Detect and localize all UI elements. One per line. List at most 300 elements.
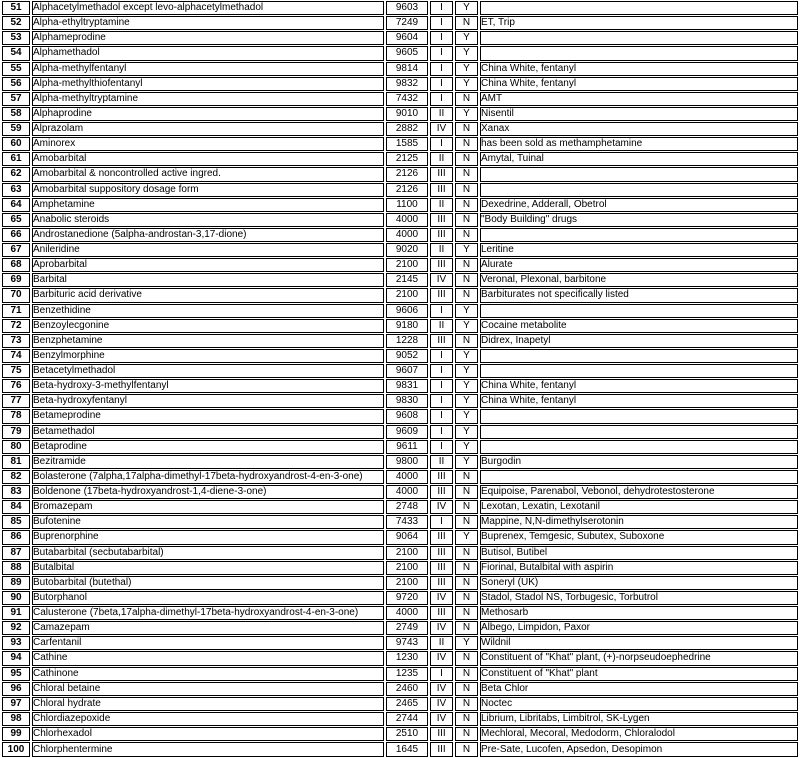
table-row [2, 137, 798, 151]
table-row [2, 122, 798, 136]
row-number-cell: 80 [2, 440, 30, 454]
dea-number-cell: 2465 [386, 697, 428, 711]
dea-number-cell: 9720 [386, 591, 428, 605]
narcotic-cell: Y [455, 379, 478, 393]
narcotic-cell: N [455, 137, 478, 151]
other-names-cell: Albego, Limpidon, Paxor [480, 621, 798, 635]
dea-number-cell: 1645 [386, 742, 428, 757]
schedule-cell: I [430, 31, 453, 45]
table-row [2, 636, 798, 650]
other-names-cell: Soneryl (UK) [480, 576, 798, 590]
dea-number-cell: 2100 [386, 546, 428, 560]
table-row [2, 530, 798, 544]
other-names-cell [480, 470, 798, 484]
row-number-cell: 68 [2, 258, 30, 272]
narcotic-cell: Y [455, 455, 478, 469]
substance-name-cell: Chlorhexadol [32, 727, 384, 741]
other-names-cell: Butisol, Butibel [480, 546, 798, 560]
dea-number-cell: 9800 [386, 455, 428, 469]
dea-number-cell: 2100 [386, 258, 428, 272]
schedule-cell: IV [430, 591, 453, 605]
schedule-cell: IV [430, 122, 453, 136]
row-number-cell: 66 [2, 228, 30, 242]
narcotic-cell: N [455, 273, 478, 287]
dea-number-cell: 2145 [386, 273, 428, 287]
narcotic-cell: Y [455, 319, 478, 333]
other-names-cell: Lexotan, Lexatin, Lexotanil [480, 500, 798, 514]
substance-name-cell: Chlorphentermine [32, 742, 384, 757]
substance-name-cell: Beta-hydroxy-3-methylfentanyl [32, 379, 384, 393]
schedule-cell: III [430, 213, 453, 227]
row-number-cell: 77 [2, 394, 30, 408]
other-names-cell: Dexedrine, Adderall, Obetrol [480, 198, 798, 212]
substance-name-cell: Amobarbital suppository dosage form [32, 183, 384, 197]
narcotic-cell: Y [455, 1, 478, 15]
schedule-cell: I [430, 16, 453, 30]
narcotic-cell: N [455, 651, 478, 665]
other-names-cell: Wildnil [480, 636, 798, 650]
other-names-cell [480, 1, 798, 15]
table-row [2, 107, 798, 121]
other-names-cell [480, 409, 798, 423]
other-names-cell: Barbiturates not specifically listed [480, 288, 798, 302]
other-names-cell: Burgodin [480, 455, 798, 469]
narcotic-cell: N [455, 621, 478, 635]
schedule-cell: IV [430, 621, 453, 635]
narcotic-cell: Y [455, 530, 478, 544]
schedule-cell: III [430, 334, 453, 348]
substance-name-cell: Benzethidine [32, 304, 384, 318]
other-names-cell: China White, fentanyl [480, 379, 798, 393]
dea-number-cell: 9052 [386, 349, 428, 363]
narcotic-cell: N [455, 167, 478, 181]
other-names-cell: China White, fentanyl [480, 394, 798, 408]
table-row [2, 183, 798, 197]
other-names-cell: Mappine, N,N-dimethylserotonin [480, 515, 798, 529]
other-names-cell: has been sold as methamphetamine [480, 137, 798, 151]
narcotic-cell: N [455, 122, 478, 136]
narcotic-cell: N [455, 727, 478, 741]
narcotic-cell: N [455, 500, 478, 514]
row-number-cell: 97 [2, 697, 30, 711]
schedule-cell: III [430, 546, 453, 560]
table-row [2, 364, 798, 378]
narcotic-cell: Y [455, 107, 478, 121]
dea-number-cell: 4000 [386, 213, 428, 227]
narcotic-cell: N [455, 576, 478, 590]
dea-number-cell: 2882 [386, 122, 428, 136]
row-number-cell: 78 [2, 409, 30, 423]
table-row [2, 319, 798, 333]
table-row [2, 228, 798, 242]
table-row [2, 455, 798, 469]
table-row [2, 394, 798, 408]
schedule-cell: I [430, 515, 453, 529]
narcotic-cell: N [455, 92, 478, 106]
substance-table-body [2, 1, 798, 757]
dea-number-cell: 7432 [386, 92, 428, 106]
schedule-cell: I [430, 425, 453, 439]
dea-number-cell: 2100 [386, 288, 428, 302]
schedule-cell: IV [430, 273, 453, 287]
dea-number-cell: 9010 [386, 107, 428, 121]
dea-number-cell: 2100 [386, 576, 428, 590]
row-number-cell: 53 [2, 31, 30, 45]
narcotic-cell: N [455, 697, 478, 711]
dea-number-cell: 2748 [386, 500, 428, 514]
table-row [2, 213, 798, 227]
table-row [2, 198, 798, 212]
row-number-cell: 58 [2, 107, 30, 121]
substance-name-cell: Cathinone [32, 667, 384, 681]
other-names-cell: Constituent of "Khat" plant, (+)-norpseudoephedrine [480, 651, 798, 665]
other-names-cell: Veronal, Plexonal, barbitone [480, 273, 798, 287]
narcotic-cell: N [455, 591, 478, 605]
narcotic-cell: Y [455, 77, 478, 91]
row-number-cell: 72 [2, 319, 30, 333]
dea-number-cell: 2126 [386, 183, 428, 197]
other-names-cell: Cocaine metabolite [480, 319, 798, 333]
narcotic-cell: Y [455, 425, 478, 439]
other-names-cell [480, 228, 798, 242]
table-row [2, 16, 798, 30]
table-row [2, 152, 798, 166]
table-row [2, 273, 798, 287]
table-row [2, 77, 798, 91]
table-row [2, 409, 798, 423]
substance-name-cell: Alprazolam [32, 122, 384, 136]
row-number-cell: 60 [2, 137, 30, 151]
substance-name-cell: Benzoylecgonine [32, 319, 384, 333]
table-row [2, 712, 798, 726]
substance-name-cell: Cathine [32, 651, 384, 665]
row-number-cell: 62 [2, 167, 30, 181]
substance-name-cell: Androstanedione (5alpha-androstan-3,17-dione) [32, 228, 384, 242]
substance-name-cell: Bufotenine [32, 515, 384, 529]
dea-number-cell: 9609 [386, 425, 428, 439]
other-names-cell: Noctec [480, 697, 798, 711]
other-names-cell [480, 183, 798, 197]
dea-number-cell: 9605 [386, 46, 428, 60]
row-number-cell: 100 [2, 742, 30, 757]
schedule-cell: II [430, 455, 453, 469]
substance-name-cell: Alphameprodine [32, 31, 384, 45]
row-number-cell: 54 [2, 46, 30, 60]
table-row [2, 485, 798, 499]
schedule-cell: III [430, 727, 453, 741]
narcotic-cell: N [455, 258, 478, 272]
substance-name-cell: Betamethadol [32, 425, 384, 439]
table-row [2, 440, 798, 454]
dea-number-cell: 2460 [386, 682, 428, 696]
table-row [2, 727, 798, 741]
table-row [2, 742, 798, 757]
dea-number-cell: 9603 [386, 1, 428, 15]
dea-number-cell: 4000 [386, 470, 428, 484]
narcotic-cell: Y [455, 440, 478, 454]
dea-number-cell: 7433 [386, 515, 428, 529]
other-names-cell: Didrex, Inapetyl [480, 334, 798, 348]
schedule-cell: I [430, 394, 453, 408]
substance-name-cell: Benzphetamine [32, 334, 384, 348]
schedule-cell: I [430, 137, 453, 151]
other-names-cell: Constituent of "Khat" plant [480, 667, 798, 681]
row-number-cell: 88 [2, 561, 30, 575]
schedule-cell: I [430, 62, 453, 76]
table-row [2, 515, 798, 529]
other-names-cell: Amytal, Tuinal [480, 152, 798, 166]
substance-name-cell: Amobarbital & noncontrolled active ingred. [32, 167, 384, 181]
schedule-cell: I [430, 46, 453, 60]
dea-number-cell: 9020 [386, 243, 428, 257]
substance-name-cell: Calusterone (7beta,17alpha-dimethyl-17beta-hydroxyandrost-4-en-3-one) [32, 606, 384, 620]
dea-number-cell: 9743 [386, 636, 428, 650]
schedule-cell: I [430, 667, 453, 681]
other-names-cell: Equipoise, Parenabol, Vebonol, dehydrotestosterone [480, 485, 798, 499]
dea-number-cell: 9604 [386, 31, 428, 45]
substance-name-cell: Butalbital [32, 561, 384, 575]
substance-name-cell: Betameprodine [32, 409, 384, 423]
row-number-cell: 64 [2, 198, 30, 212]
table-row [2, 606, 798, 620]
schedule-cell: I [430, 77, 453, 91]
row-number-cell: 94 [2, 651, 30, 665]
narcotic-cell: N [455, 667, 478, 681]
table-row [2, 379, 798, 393]
substance-name-cell: Betacetylmethadol [32, 364, 384, 378]
substance-name-cell: Carfentanil [32, 636, 384, 650]
substance-name-cell: Alpha-methylthiofentanyl [32, 77, 384, 91]
substance-name-cell: Beta-hydroxyfentanyl [32, 394, 384, 408]
other-names-cell: Fiorinal, Butalbital with aspirin [480, 561, 798, 575]
dea-number-cell: 9606 [386, 304, 428, 318]
substance-name-cell: Aprobarbital [32, 258, 384, 272]
narcotic-cell: N [455, 183, 478, 197]
table-row [2, 500, 798, 514]
row-number-cell: 71 [2, 304, 30, 318]
row-number-cell: 65 [2, 213, 30, 227]
row-number-cell: 81 [2, 455, 30, 469]
dea-number-cell: 4000 [386, 228, 428, 242]
row-number-cell: 51 [2, 1, 30, 15]
schedule-cell: II [430, 243, 453, 257]
row-number-cell: 83 [2, 485, 30, 499]
schedule-cell: III [430, 576, 453, 590]
schedule-cell: III [430, 183, 453, 197]
row-number-cell: 56 [2, 77, 30, 91]
substance-name-cell: Boldenone (17beta-hydroxyandrost-1,4-diene-3-one) [32, 485, 384, 499]
narcotic-cell: Y [455, 304, 478, 318]
table-row [2, 576, 798, 590]
substance-name-cell: Butabarbital (secbutabarbital) [32, 546, 384, 560]
narcotic-cell: N [455, 606, 478, 620]
substance-name-cell: Amphetamine [32, 198, 384, 212]
row-number-cell: 85 [2, 515, 30, 529]
dea-number-cell: 9611 [386, 440, 428, 454]
table-row [2, 470, 798, 484]
other-names-cell: Stadol, Stadol NS, Torbugesic, Torbutrol [480, 591, 798, 605]
schedule-cell: III [430, 258, 453, 272]
row-number-cell: 96 [2, 682, 30, 696]
schedule-cell: III [430, 228, 453, 242]
substance-name-cell: Betaprodine [32, 440, 384, 454]
row-number-cell: 63 [2, 183, 30, 197]
table-row [2, 349, 798, 363]
dea-number-cell: 2510 [386, 727, 428, 741]
substance-name-cell: Bolasterone (7alpha,17alpha-dimethyl-17beta-hydroxyandrost-4-en-3-one) [32, 470, 384, 484]
row-number-cell: 92 [2, 621, 30, 635]
dea-number-cell: 2100 [386, 561, 428, 575]
narcotic-cell: N [455, 16, 478, 30]
other-names-cell: Mechloral, Mecoral, Medodorm, Chloralodol [480, 727, 798, 741]
narcotic-cell: Y [455, 349, 478, 363]
other-names-cell: Methosarb [480, 606, 798, 620]
row-number-cell: 70 [2, 288, 30, 302]
table-row [2, 258, 798, 272]
table-row [2, 167, 798, 181]
substance-name-cell: Bromazepam [32, 500, 384, 514]
substance-name-cell: Bezitramide [32, 455, 384, 469]
dea-number-cell: 9831 [386, 379, 428, 393]
narcotic-cell: N [455, 742, 478, 757]
dea-number-cell: 9814 [386, 62, 428, 76]
row-number-cell: 95 [2, 667, 30, 681]
row-number-cell: 79 [2, 425, 30, 439]
row-number-cell: 73 [2, 334, 30, 348]
substance-name-cell: Alphamethadol [32, 46, 384, 60]
row-number-cell: 90 [2, 591, 30, 605]
other-names-cell: China White, fentanyl [480, 62, 798, 76]
schedule-cell: II [430, 636, 453, 650]
table-row [2, 591, 798, 605]
table-row [2, 62, 798, 76]
narcotic-cell: Y [455, 62, 478, 76]
table-row [2, 682, 798, 696]
substance-name-cell: Butorphanol [32, 591, 384, 605]
schedule-cell: III [430, 485, 453, 499]
dea-number-cell: 2744 [386, 712, 428, 726]
substance-name-cell: Aminorex [32, 137, 384, 151]
table-row [2, 621, 798, 635]
schedule-cell: I [430, 364, 453, 378]
schedule-cell: II [430, 319, 453, 333]
table-row [2, 92, 798, 106]
schedule-cell: I [430, 440, 453, 454]
other-names-cell: ET, Trip [480, 16, 798, 30]
dea-number-cell: 9180 [386, 319, 428, 333]
narcotic-cell: Y [455, 243, 478, 257]
table-row [2, 46, 798, 60]
narcotic-cell: Y [455, 394, 478, 408]
schedule-cell: I [430, 379, 453, 393]
narcotic-cell: N [455, 470, 478, 484]
other-names-cell: "Body Building" drugs [480, 213, 798, 227]
row-number-cell: 57 [2, 92, 30, 106]
dea-number-cell: 2125 [386, 152, 428, 166]
dea-number-cell: 1585 [386, 137, 428, 151]
substance-name-cell: Chloral betaine [32, 682, 384, 696]
row-number-cell: 99 [2, 727, 30, 741]
table-row [2, 697, 798, 711]
row-number-cell: 82 [2, 470, 30, 484]
narcotic-cell: N [455, 334, 478, 348]
schedule-cell: III [430, 167, 453, 181]
substance-name-cell: Anabolic steroids [32, 213, 384, 227]
substance-name-cell: Camazepam [32, 621, 384, 635]
table-row [2, 334, 798, 348]
row-number-cell: 87 [2, 546, 30, 560]
dea-number-cell: 9830 [386, 394, 428, 408]
substance-name-cell: Alpha-methyltryptamine [32, 92, 384, 106]
narcotic-cell: N [455, 561, 478, 575]
row-number-cell: 91 [2, 606, 30, 620]
schedule-cell: I [430, 304, 453, 318]
substance-name-cell: Benzylmorphine [32, 349, 384, 363]
substance-name-cell: Alpha-ethyltryptamine [32, 16, 384, 30]
row-number-cell: 93 [2, 636, 30, 650]
dea-number-cell: 4000 [386, 606, 428, 620]
substance-name-cell: Chloral hydrate [32, 697, 384, 711]
row-number-cell: 74 [2, 349, 30, 363]
other-names-cell: Leritine [480, 243, 798, 257]
row-number-cell: 75 [2, 364, 30, 378]
narcotic-cell: Y [455, 636, 478, 650]
schedule-cell: II [430, 198, 453, 212]
row-number-cell: 59 [2, 122, 30, 136]
other-names-cell: Xanax [480, 122, 798, 136]
narcotic-cell: N [455, 152, 478, 166]
row-number-cell: 76 [2, 379, 30, 393]
other-names-cell [480, 440, 798, 454]
dea-number-cell: 4000 [386, 485, 428, 499]
other-names-cell: Pre-Sate, Lucofen, Apsedon, Desopimon [480, 742, 798, 757]
schedule-cell: III [430, 530, 453, 544]
schedule-cell: II [430, 152, 453, 166]
substance-name-cell: Butobarbital (butethal) [32, 576, 384, 590]
narcotic-cell: N [455, 213, 478, 227]
table-row [2, 304, 798, 318]
dea-number-cell: 2126 [386, 167, 428, 181]
row-number-cell: 98 [2, 712, 30, 726]
dea-number-cell: 7249 [386, 16, 428, 30]
table-row [2, 651, 798, 665]
narcotic-cell: N [455, 288, 478, 302]
row-number-cell: 61 [2, 152, 30, 166]
other-names-cell [480, 167, 798, 181]
substance-name-cell: Buprenorphine [32, 530, 384, 544]
table-row [2, 667, 798, 681]
schedule-cell: III [430, 288, 453, 302]
dea-number-cell: 1235 [386, 667, 428, 681]
table-row [2, 243, 798, 257]
narcotic-cell: Y [455, 409, 478, 423]
dea-number-cell: 1100 [386, 198, 428, 212]
schedule-cell: IV [430, 697, 453, 711]
schedule-cell: I [430, 1, 453, 15]
other-names-cell [480, 46, 798, 60]
substance-name-cell: Anileridine [32, 243, 384, 257]
dea-number-cell: 9607 [386, 364, 428, 378]
row-number-cell: 86 [2, 530, 30, 544]
table-row [2, 31, 798, 45]
dea-number-cell: 1228 [386, 334, 428, 348]
other-names-cell: China White, fentanyl [480, 77, 798, 91]
substance-name-cell: Alpha-methylfentanyl [32, 62, 384, 76]
table-row [2, 546, 798, 560]
substance-name-cell: Amobarbital [32, 152, 384, 166]
schedule-cell: IV [430, 651, 453, 665]
substance-name-cell: Alphacetylmethadol except levo-alphacetylmethadol [32, 1, 384, 15]
